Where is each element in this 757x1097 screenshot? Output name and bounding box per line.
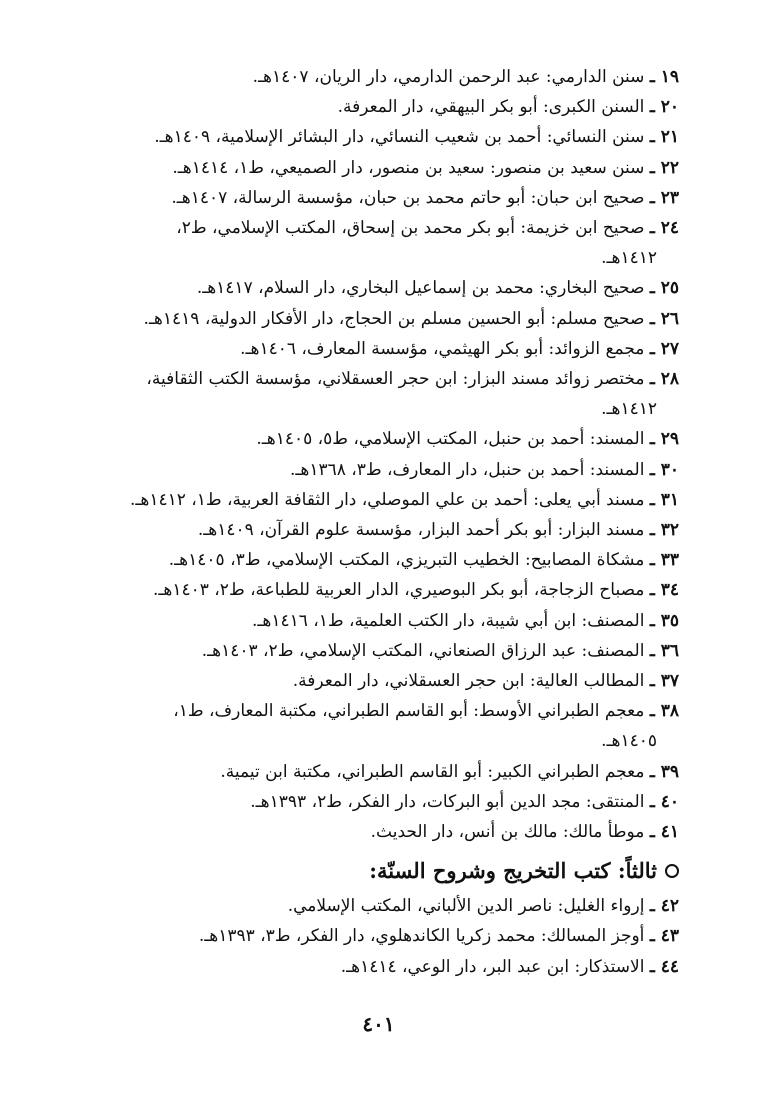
entry-text: صحيح مسلم: أبو الحسين مسلم بن الحجاج، دار الأفكار الدولية، ١٤١٩هـ. bbox=[143, 308, 645, 329]
bibliography-entry bbox=[80, 891, 679, 921]
entry-text: الاستذكار: ابن عبد البر، دار الوعي، ١٤١٤هـ. bbox=[340, 956, 645, 977]
entry-text: إرواء الغليل: ناصر الدين الألباني، المكتب الإسلامي. bbox=[287, 896, 645, 917]
bibliography-entry bbox=[80, 545, 679, 575]
entry-number: ٣٤ ـ bbox=[649, 580, 679, 601]
bibliography-entry bbox=[80, 304, 679, 334]
entry-text: المسند: أحمد بن حنبل، دار المعارف، ط٣، ١٣٦٨هـ. bbox=[289, 459, 645, 480]
entry-text: المسند: أحمد بن حنبل، المكتب الإسلامي، ط٥، ١٤٠٥هـ. bbox=[256, 429, 645, 450]
bibliography-entry bbox=[80, 455, 679, 485]
entry-number: ٢٨ ـ bbox=[649, 369, 679, 390]
entry-continuation: ١٤١٢هـ. bbox=[601, 399, 657, 420]
entry-continuation: ١٤٠٥هـ. bbox=[601, 731, 657, 752]
entry-text: مصباح الزجاجة، أبو بكر البوصيري، الدار العربية للطباعة، ط٢، ١٤٠٣هـ. bbox=[153, 580, 645, 601]
entry-number: ٢٠ ـ bbox=[649, 97, 679, 118]
entry-number: ٢٩ ـ bbox=[649, 429, 679, 450]
entry-text: مشكاة المصابيح: الخطيب التبريزي، المكتب الإسلامي، ط٣، ١٤٠٥هـ. bbox=[168, 550, 645, 571]
bibliography-entry bbox=[80, 213, 679, 273]
entry-number: ٣١ ـ bbox=[649, 489, 679, 510]
section-heading bbox=[80, 853, 679, 889]
bibliography-list-2 bbox=[80, 891, 679, 982]
entry-number: ٣٠ ـ bbox=[649, 459, 679, 480]
bibliography-entry bbox=[80, 62, 679, 92]
entry-text: سنن النسائي: أحمد بن شعيب النسائي، دار البشائر الإسلامية، ١٤٠٩هـ. bbox=[154, 127, 645, 148]
bibliography-entry bbox=[80, 606, 679, 636]
entry-number: ٣٧ ـ bbox=[649, 671, 679, 692]
entry-number: ٣٣ ـ bbox=[649, 550, 679, 571]
entry-number: ٢١ ـ bbox=[649, 127, 679, 148]
bibliography-entry bbox=[80, 92, 679, 122]
entry-number: ٢٦ ـ bbox=[649, 308, 679, 329]
entry-number: ٢٤ ـ bbox=[649, 218, 679, 239]
bibliography-entry bbox=[80, 364, 679, 424]
entry-text: صحيح ابن حبان: أبو حاتم محمد بن حبان، مؤسسة الرسالة، ١٤٠٧هـ. bbox=[171, 187, 645, 208]
entry-text: معجم الطبراني الأوسط: أبو القاسم الطبراني، مكتبة المعارف، ط١، bbox=[173, 701, 645, 722]
entry-text: موطأ مالك: مالك بن أنس، دار الحديث. bbox=[370, 822, 645, 843]
bibliography-entry bbox=[80, 334, 679, 364]
bibliography-entry bbox=[80, 273, 679, 303]
bibliography-page bbox=[80, 62, 679, 982]
entry-number: ١٩ ـ bbox=[649, 67, 679, 87]
entry-number: ٢٥ ـ bbox=[649, 278, 679, 299]
entry-number: ٣٨ ـ bbox=[649, 701, 679, 722]
bibliography-entry bbox=[80, 515, 679, 545]
entry-text: المطالب العالية: ابن حجر العسقلاني، دار المعرفة. bbox=[292, 671, 645, 692]
bibliography-entry bbox=[80, 757, 679, 787]
entry-number: ٣٢ ـ bbox=[649, 520, 679, 541]
entry-number: ٣٥ ـ bbox=[649, 610, 679, 631]
bibliography-entry bbox=[80, 817, 679, 847]
entry-number: ٤١ ـ bbox=[649, 822, 679, 843]
entry-text: مختصر زوائد مسند البزار: ابن حجر العسقلاني، مؤسسة الكتب الثقافية، bbox=[146, 369, 645, 390]
bibliography-entry bbox=[80, 485, 679, 515]
entry-text: أوجز المسالك: محمد زكريا الكاندهلوي، دار الفكر، ط٣، ١٣٩٣هـ. bbox=[198, 926, 645, 947]
entry-number: ٢٧ ـ bbox=[649, 338, 679, 359]
section-heading-text: ثالثاً: كتب التخريج وشروح السنّة: bbox=[369, 858, 657, 884]
bibliography-entry bbox=[80, 696, 679, 756]
page-number: ٤٠١ bbox=[362, 1012, 395, 1036]
entry-number: ٣٩ ـ bbox=[649, 761, 679, 782]
entry-number: ٢٢ ـ bbox=[649, 157, 679, 178]
bibliography-list-1 bbox=[80, 62, 679, 847]
entry-text: السنن الكبرى: أبو بكر البيهقي، دار المعرفة. bbox=[337, 97, 645, 118]
entry-number: ٤٣ ـ bbox=[649, 926, 679, 947]
entry-text: معجم الطبراني الكبير: أبو القاسم الطبراني، مكتبة ابن تيمية. bbox=[220, 761, 645, 782]
entry-number: ٤٤ ـ bbox=[649, 956, 679, 977]
bibliography-entry bbox=[80, 921, 679, 951]
entry-text: المنتقى: مجد الدين أبو البركات، دار الفكر، ط٢، ١٣٩٣هـ. bbox=[250, 791, 645, 812]
entry-continuation: ١٤١٢هـ. bbox=[601, 248, 657, 269]
entry-number: ٢٣ ـ bbox=[649, 187, 679, 208]
entry-number: ٣٦ ـ bbox=[649, 640, 679, 661]
entry-text: سنن سعيد بن منصور: سعيد بن منصور، دار الصميعي، ط١، ١٤١٤هـ. bbox=[172, 157, 645, 178]
entry-text: مجمع الزوائد: أبو بكر الهيثمي، مؤسسة المعارف، ١٤٠٦هـ. bbox=[240, 338, 645, 359]
circle-bullet-icon bbox=[665, 864, 679, 878]
entry-text: المصنف: عبد الرزاق الصنعاني، المكتب الإسلامي، ط٢، ١٤٠٣هـ. bbox=[201, 640, 645, 661]
bibliography-entry bbox=[80, 952, 679, 982]
bibliography-entry bbox=[80, 183, 679, 213]
entry-text: مسند أبي يعلى: أحمد بن علي الموصلي، دار الثقافة العربية، ط١، ١٤١٢هـ. bbox=[130, 489, 645, 510]
entry-number: ٤٠ ـ bbox=[649, 791, 679, 812]
bibliography-entry bbox=[80, 122, 679, 152]
entry-number: ٤٢ ـ bbox=[649, 896, 679, 917]
bibliography-entry bbox=[80, 424, 679, 454]
entry-text: صحيح البخاري: محمد بن إسماعيل البخاري، دار السلام، ١٤١٧هـ. bbox=[196, 278, 645, 299]
bibliography-entry bbox=[80, 153, 679, 183]
entry-text: المصنف: ابن أبي شيبة، دار الكتب العلمية، ط١، ١٤١٦هـ. bbox=[251, 610, 645, 631]
entry-text: مسند البزار: أبو بكر أحمد البزار، مؤسسة علوم القرآن، ١٤٠٩هـ. bbox=[197, 520, 645, 541]
entry-text: صحيح ابن خزيمة: أبو بكر محمد بن إسحاق، المكتب الإسلامي، ط٢، bbox=[176, 218, 645, 239]
bibliography-entry bbox=[80, 575, 679, 605]
bibliography-entry bbox=[80, 787, 679, 817]
entry-text: سنن الدارمي: عبد الرحمن الدارمي، دار الريان، ١٤٠٧هـ. bbox=[252, 67, 645, 87]
bibliography-entry bbox=[80, 666, 679, 696]
bibliography-entry bbox=[80, 636, 679, 666]
